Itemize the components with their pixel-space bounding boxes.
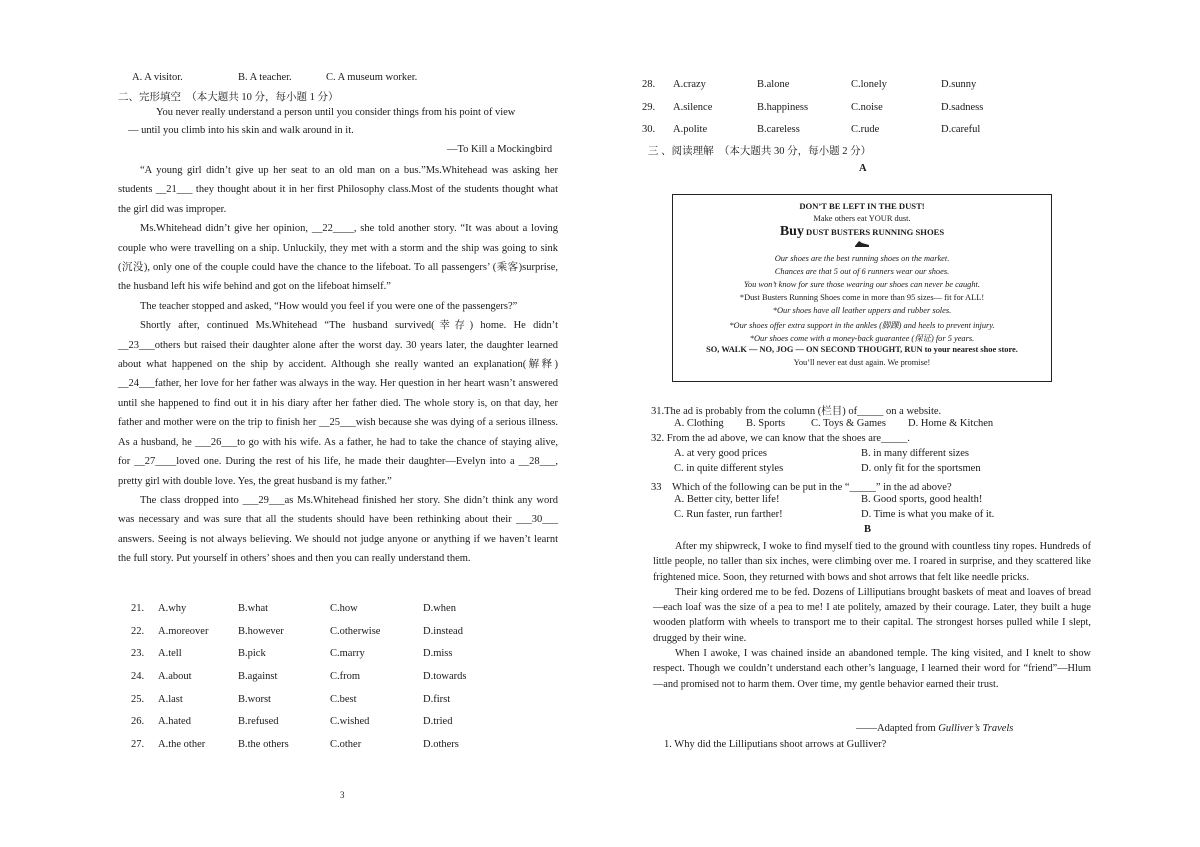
ad-buy-word: Buy [779, 224, 804, 239]
option-c: C.otherwise [330, 625, 381, 637]
option-row-25 [131, 688, 466, 711]
question-number: 24. [131, 670, 145, 682]
ad-claim-2: Chances are that 5 out of 6 runners wear our shoes. [774, 267, 950, 276]
q31-option-c: C. Toys & Games [811, 418, 886, 429]
q20-option-b: B. A teacher. [238, 72, 292, 83]
option-b: B.careless [757, 124, 800, 136]
option-d: D.first [423, 693, 451, 705]
ad-brand-name: DUST BUSTERS RUNNING SHOES [806, 227, 945, 237]
quote-source: —To Kill a Mockingbird [447, 144, 553, 155]
option-d: D.careful [941, 124, 981, 136]
section2-heading: 二、完形填空 （本大题共 10 分，每小题 1 分） [118, 92, 339, 103]
cloze-paragraph-4: Shortly after, continued Ms.Whitehead “The husband survived(幸存) home. He didn’t __23___others but raised their daughter alone after the worst day. 30 years later, the daughter learned about what happened on the ship by accident. Although she really wanted an explanation(解释) __24___father, her love for her father was always in the way. Her question in her heart wasn’t answered until she happened to find out it in his diary after her father died. The whole story is, on that day, her father and mother were on the trip to finish her __25___wish because she was dying of a serious illness. As a husband, he ___26___to go with his wife. As a father, he had to take the chance of staying alive, for __27____loved one. During the rest of his life, he made their daughter—Evelyn into a __28___, pretty girl with double love. Yes, the great husband is my father.” [118, 320, 558, 487]
ad-feature-4: *Our shoes come with a money-back guarantee (保证) for 5 years. [749, 334, 975, 343]
option-d: D.when [423, 602, 456, 614]
option-b: B.against [238, 670, 278, 682]
option-b: B.refused [238, 716, 279, 728]
option-row-29 [642, 96, 983, 119]
quote-line1: You never really understand a person until you consider things from his point of view [156, 107, 516, 118]
option-a: A.tell [158, 648, 182, 660]
question-number: 21. [131, 602, 145, 614]
option-a: A.hated [158, 716, 191, 728]
q33-option-b: B. Good sports, good health! [861, 494, 983, 505]
quote-line2: — until you climb into his skin and walk around in it. [128, 125, 354, 136]
question-number: 28. [642, 78, 656, 90]
source-prefix: ——Adapted from [856, 723, 939, 734]
question-32: 32. From the ad above, we can know that the shoes are_____. [651, 433, 910, 444]
cloze-paragraph-5: The class dropped into ___29___as Ms.Whitehead finished her story. She didn’t think any word was necessary and was sure that all the students should have been rethinking about their ___30___ answers. Seeing is not always believing. We should not judge anyone or anything if we haven’t learnt the full story. Put yourself in others’ shoes and then you can really understand them. [118, 494, 558, 565]
passage-b-paragraph-2: Their king ordered me to be fed. Dozens of Lilliputians brought baskets of meat and loaves of bread—each loaf was the size of a pea to me! I ate politely, amazed by their courage. Later, they built a huge wooden platform with wheels to transport me to their capital. The strongest horses pulled while I slept, drugged by their wine. [653, 586, 1091, 644]
ad-headline: DON’T BE LEFT IN THE DUST! [799, 201, 925, 211]
option-d: D.towards [423, 670, 467, 682]
option-a: A.about [158, 670, 192, 682]
option-row-27 [131, 733, 466, 756]
option-d: D.sunny [941, 78, 977, 90]
ad-call-to-action: SO, WALK — NO, JOG — ON SECOND THOUGHT, RUN to your nearest shoe store. [706, 345, 1018, 354]
ad-claim-1: Our shoes are the best running shoes on the market. [774, 254, 950, 263]
option-b: B.pick [238, 648, 266, 660]
passage-b-paragraph-3: When I awoke, I was chained inside an abandoned temple. The king visited, and I knelt to show respect. Though we couldn’t understand each other’s language, I learned their word for “friend”—Hlum—and promised not to harm them. Over time, my gentle behavior earned their trust. [653, 648, 1091, 690]
option-d: D.miss [423, 648, 453, 660]
option-a: A.crazy [673, 78, 706, 90]
question-number: 25. [131, 693, 145, 705]
option-d: D.sadness [941, 101, 984, 113]
question-33: 33 Which of the following can be put in the “_____” in the ad above? [651, 482, 952, 493]
ad-feature-1: *Dust Busters Running Shoes come in more than 95 sizes— fit for ALL! [739, 293, 985, 302]
q20-option-a: A. A visitor. [132, 72, 183, 83]
q32-option-b: B. in many different sizes [861, 448, 969, 459]
passage-b-paragraph-1: After my shipwreck, I woke to find myself tied to the ground with countless tiny ropes. Hundreds of little people, no taller than six inches, were climbing over me. I roared in surprise, and they scattered like frightened mice. Soon, they returned with bows and shot arrows that felt like needle pricks. [653, 541, 1091, 583]
option-a: A.moreover [158, 625, 209, 637]
q31-option-a: A. Clothing [674, 418, 724, 429]
ad-feature-2: *Our shoes have all leather uppers and rubber soles. [772, 306, 952, 315]
option-a: A.the other [158, 738, 206, 750]
cloze-options-28-30 [642, 73, 983, 141]
option-c: C.marry [330, 648, 365, 660]
option-c: C.best [330, 693, 357, 705]
option-row-26 [131, 710, 466, 733]
option-b: B.the others [238, 738, 289, 750]
q32-option-c: C. in quite different styles [674, 463, 784, 474]
option-a: A.last [158, 693, 183, 705]
option-c: C.other [330, 738, 362, 750]
ad-feature-3: *Our shoes offer extra support in the ankles (脚踝) and heels to prevent injury. [729, 321, 995, 330]
q20-option-c: C. A museum worker. [326, 72, 418, 83]
option-row-28 [642, 73, 983, 96]
option-c: C.wished [330, 716, 370, 728]
question-number: 23. [131, 648, 145, 660]
question-number: 29. [642, 101, 656, 113]
option-c: C.lonely [851, 78, 887, 90]
q32-option-d: D. only fit for the sportsmen [861, 463, 981, 474]
question-number: 27. [131, 738, 145, 750]
option-d: D.tried [423, 716, 453, 728]
ad-subheadline: Make others eat YOUR dust. [813, 214, 911, 223]
option-a: A.polite [673, 124, 708, 136]
question-number: 26. [131, 716, 145, 728]
q33-option-c: C. Run faster, run farther! [674, 509, 783, 520]
option-row-21 [131, 597, 466, 620]
option-c: C.rude [851, 124, 880, 136]
cloze-passage [118, 161, 558, 569]
ad-promise: You’ll never eat dust again. We promise! [793, 358, 931, 367]
option-row-22 [131, 620, 466, 643]
section3-heading: 三 、阅读理解 （本大题共 30 分，每小题 2 分） [648, 146, 872, 157]
cloze-paragraph-3: The teacher stopped and asked, “How would you feel if you were one of the passengers?” [140, 300, 518, 312]
question-number: 30. [642, 124, 656, 136]
source-title: Gulliver’s Travels [938, 723, 1014, 734]
q32-option-a: A. at very good prices [674, 448, 768, 459]
q33-option-a: A. Better city, better life! [674, 494, 780, 505]
option-row-23 [131, 642, 466, 665]
shoe-advertisement [672, 194, 1052, 382]
passage-b-source [856, 723, 1013, 734]
ad-brand-line [673, 224, 1051, 240]
cloze-options-21-27 [131, 597, 466, 756]
option-b: B.worst [238, 693, 271, 705]
q31-option-d: D. Home & Kitchen [908, 418, 994, 429]
option-b: B.alone [757, 78, 790, 90]
option-row-30 [642, 118, 983, 141]
page-number: 3 [340, 790, 345, 800]
option-a: A.why [158, 602, 187, 614]
option-b: B.what [238, 602, 269, 614]
running-shoe-icon [673, 239, 1051, 250]
option-d: D.instead [423, 625, 463, 637]
question-number: 22. [131, 625, 145, 637]
question-31: 31.The ad is probably from the column (栏目) of_____ on a website. [651, 406, 942, 417]
ad-claim-3: You won’t know for sure those wearing our shoes can never be caught. [744, 280, 980, 289]
cloze-paragraph-1: “A young girl didn’t give up her seat to an old man on a bus.”Ms.Whitehead was asking her students __21___ they thought about it in her first Philosophy class.Most of the students thought what the girl did was improper. [118, 165, 558, 215]
passage-a-label: A [859, 163, 867, 174]
passage-b [653, 539, 1091, 692]
shoe-icon [853, 239, 871, 248]
option-c: C.from [330, 670, 361, 682]
q33-option-d: D. Time is what you make of it. [861, 509, 995, 520]
cloze-paragraph-2: Ms.Whitehead didn’t give her opinion, __22____, she told another story. “It was about a loving couple who were travelling on a ship. Unluckily, they met with a storm and the ship was going to sink (沉没), only one of the couple could have the chance to the lifeboat. To all passengers’ (乘客)surprise, the husband left his wife behind and got on the lifeboat himself.” [118, 223, 558, 293]
passage-b-label: B [864, 524, 872, 535]
option-c: C.how [330, 602, 358, 614]
option-b: B.happiness [757, 101, 809, 113]
q31-option-b: B. Sports [746, 418, 786, 429]
option-row-24 [131, 665, 466, 688]
option-a: A.silence [673, 101, 713, 113]
question-34: 1. Why did the Lilliputians shoot arrows at Gulliver? [664, 739, 887, 750]
option-b: B.however [238, 625, 284, 637]
option-d: D.others [423, 738, 459, 750]
option-c: C.noise [851, 101, 883, 113]
